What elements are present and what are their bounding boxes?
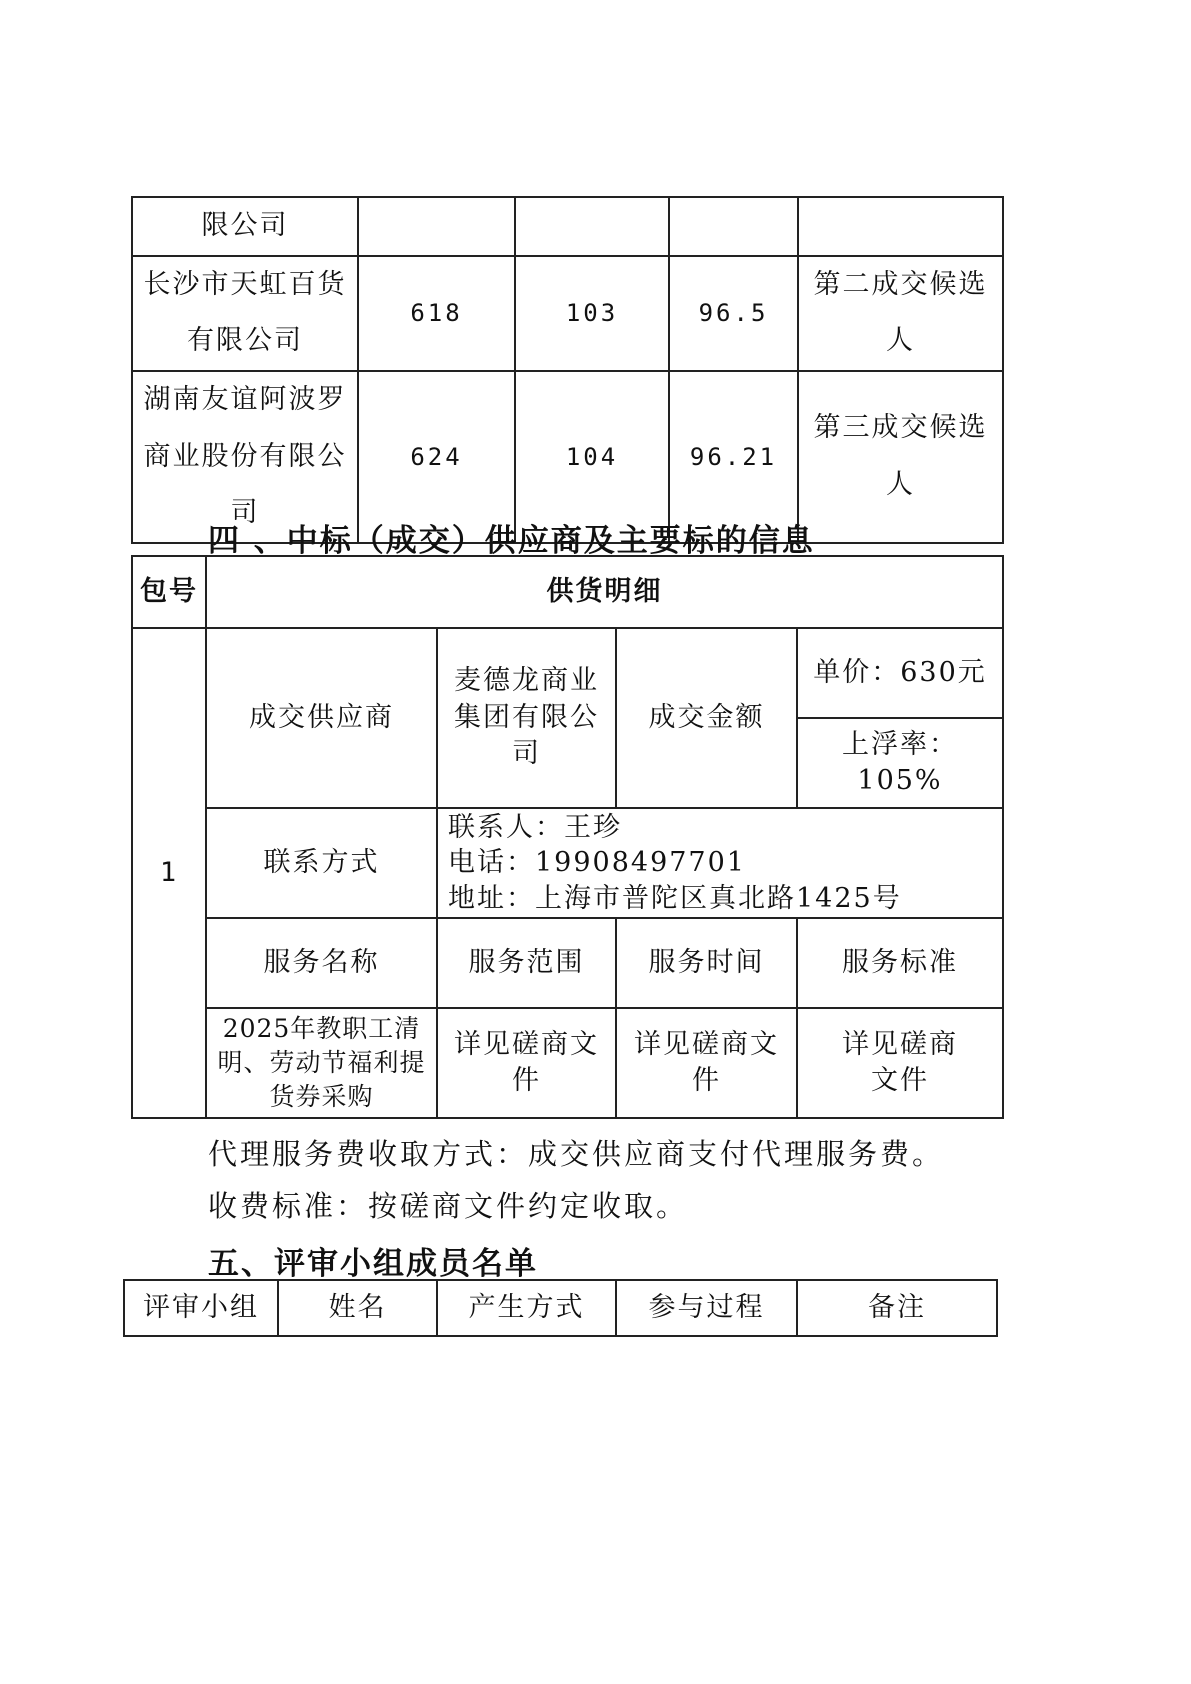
supplier-name: 麦德龙商业集团有限公司: [437, 628, 616, 808]
header-method: 产生方式: [437, 1280, 616, 1336]
fee-method: 代理服务费收取方式：成交供应商支付代理服务费。: [208, 1137, 945, 1171]
package-header: 包号: [132, 556, 206, 628]
contact-label: 联系方式: [206, 808, 437, 918]
table-row: [132, 556, 1003, 628]
result-cell: [798, 197, 1003, 256]
header-name: 姓名: [278, 1280, 437, 1336]
candidate-table: [131, 196, 1004, 544]
value-cell: 618: [358, 256, 515, 371]
value-cell: 96.5: [669, 256, 798, 371]
table-row: [132, 256, 1003, 371]
table-row: [132, 197, 1003, 256]
supply-detail-header: 供货明细: [206, 556, 1003, 628]
result-cell: 第二成交候选人: [798, 256, 1003, 371]
unit-price: 单价：630元: [797, 628, 1003, 718]
fee-standard: 收费标准：按磋商文件约定收取。: [208, 1189, 689, 1223]
service-name: 2025年教职工清明、劳动节福利提货券采购: [206, 1008, 437, 1118]
supplier-name-cell: 长沙市天虹百货有限公司: [132, 256, 358, 371]
service-header-name: 服务名称: [206, 918, 437, 1008]
winning-supplier-table: [131, 555, 1004, 1119]
service-header-time: 服务时间: [616, 918, 797, 1008]
header-panel: 评审小组: [124, 1280, 278, 1336]
result-cell: 第三成交候选人: [798, 371, 1003, 543]
value-cell: [515, 197, 669, 256]
section-5-heading: 五、评审小组成员名单: [208, 1246, 538, 1282]
table-row: [132, 628, 1003, 718]
table-row: [132, 808, 1003, 918]
service-header-scope: 服务范围: [437, 918, 616, 1008]
service-header-standard: 服务标准: [797, 918, 1003, 1008]
contact-person: 联系人：王珍: [448, 812, 622, 844]
value-cell: [358, 197, 515, 256]
value-cell: 96.21: [669, 371, 798, 543]
value-cell: 624: [358, 371, 515, 543]
contact-info: [437, 808, 1003, 918]
header-remarks: 备注: [797, 1280, 997, 1336]
supplier-label: 成交供应商: [206, 628, 437, 808]
section-4-heading: 四 、中标（成交）供应商及主要标的信息: [208, 523, 815, 559]
supplier-name-cell: 湖南友谊阿波罗商业股份有限公司: [132, 371, 358, 543]
header-process: 参与过程: [616, 1280, 797, 1336]
table-row: [132, 1008, 1003, 1118]
service-standard: 详见磋商文件: [797, 1008, 1003, 1118]
supplier-name-cell: 限公司: [132, 197, 358, 256]
table-row: [132, 918, 1003, 1008]
amount-label: 成交金额: [616, 628, 797, 808]
value-cell: [669, 197, 798, 256]
value-cell: 104: [515, 371, 669, 543]
float-rate: 上浮率：105%: [797, 718, 1003, 808]
package-number: 1: [132, 628, 206, 1118]
contact-phone: 电话：19908497701: [448, 847, 746, 879]
review-panel-table: [123, 1279, 998, 1337]
value-cell: 103: [515, 256, 669, 371]
contact-address: 地址：上海市普陀区真北路1425号: [448, 882, 902, 914]
table-row: [124, 1280, 997, 1336]
service-time: 详见磋商文件: [616, 1008, 797, 1118]
service-scope: 详见磋商文件: [437, 1008, 616, 1118]
